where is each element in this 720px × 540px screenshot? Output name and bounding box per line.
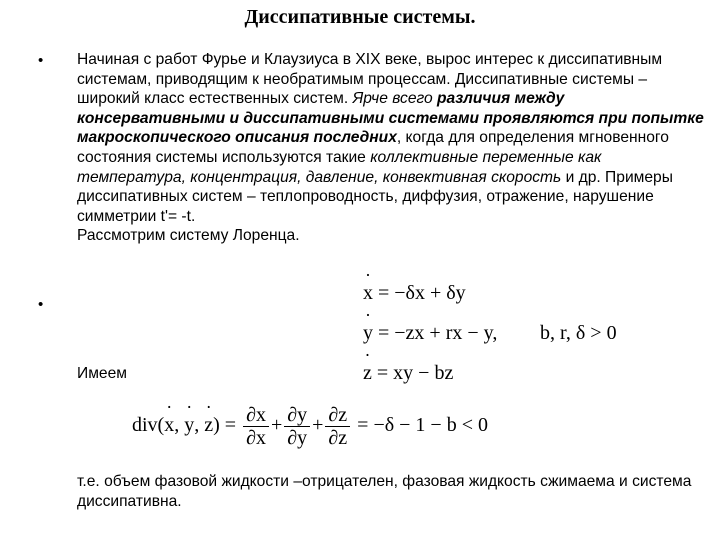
equation-x [363, 282, 466, 305]
equation-z-rhs: = xy − bz [376, 362, 454, 384]
div-x-dot: x ˙ [164, 414, 174, 437]
div-sep-1: , [174, 414, 180, 437]
equation-y [363, 322, 497, 345]
x-dot: x ˙ [363, 282, 373, 305]
div-close: ) = [213, 414, 237, 437]
imeem-label: Имеем [77, 365, 127, 382]
bullet-1: • [38, 52, 44, 69]
fraction-dy [284, 404, 310, 449]
fraction-dy-den: ∂y [287, 427, 308, 449]
fraction-dx-num: ∂x [243, 404, 269, 427]
para-text-3: различия между консервативными и диссипативными системами проявляются при попытке макроскопического описания последних [77, 90, 704, 147]
equation-y-rhs: = −zx + rx − y, [378, 322, 498, 344]
fraction-dz [325, 404, 350, 449]
fraction-dy-num: ∂y [284, 404, 310, 427]
div-y-dot: y ˙ [184, 414, 194, 437]
equation-x-rhs: = −δx + δy [378, 282, 466, 304]
page-title: Диссипативные системы. [244, 6, 476, 28]
fraction-dz-den: ∂z [328, 427, 348, 449]
equation-condition: b, r, δ > 0 [540, 322, 617, 344]
para-text-7: Рассмотрим систему Лоренца. [77, 227, 300, 245]
div-z-dot: z ˙ [204, 414, 213, 437]
y-dot: y ˙ [363, 322, 373, 345]
fraction-dx [243, 404, 269, 449]
para-text-5: коллективные переменные как температура, концентрация, давление, конвективная скорость [77, 148, 602, 186]
intro-paragraph [77, 50, 707, 246]
equation-z [363, 362, 453, 385]
div-lhs: div( [132, 414, 165, 437]
para-text-1: Начиная с работ Фурье и Клаузиуса в XIX веке, вырос интерес к диссипативным системам, приводящим к необратимым процессам. Диссипативные системы – широкий класс естественных систем. [77, 51, 663, 108]
bullet-2: • [38, 296, 44, 313]
para-text-4: , когда для определения мгновенного состояния системы используются такие [77, 129, 669, 166]
conclusion-text: т.е. объем фазовой жидкости –отрицателен, фазовая жидкость сжимаема и система диссипативна. [77, 473, 692, 510]
z-dot: z ˙ [363, 362, 372, 385]
para-text-2: Ярче всего [352, 90, 438, 108]
div-rhs: = −δ − 1 − b < 0 [357, 414, 488, 437]
divergence-equation: div(x ˙, y ˙, z ˙) = $\frac{\partial x}{\partial x}$ + $\frac{\partial y}{\partial y}$ + $\frac{\partial z}{\partial z}$ = −δ − 1 − b < 0 [132, 404, 488, 449]
fraction-dx-den: ∂x [246, 427, 266, 449]
para-text-6: и др. Примеры диссипативных систем – теплопроводность, диффузия, отражение, нарушение симметрии t'= -t. [77, 168, 673, 225]
div-sep-2: , [194, 414, 200, 437]
fraction-dz-num: ∂z [325, 404, 350, 427]
